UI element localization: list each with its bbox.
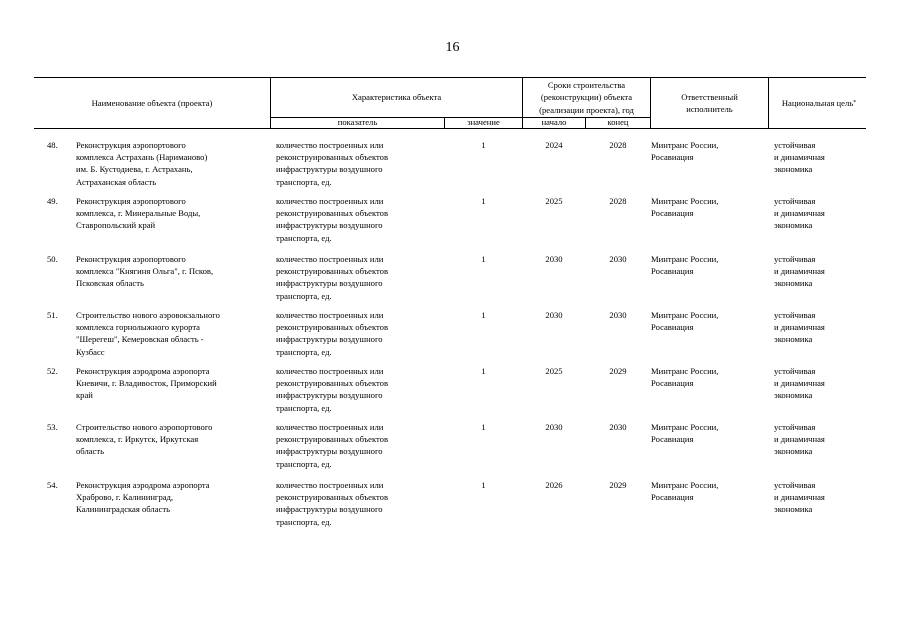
end-year: 2030	[609, 422, 627, 432]
executor: Минтранс России, Росавиация	[651, 196, 719, 219]
row-number: 49.	[47, 196, 58, 206]
start-year: 2024	[545, 140, 563, 150]
end-year: 2028	[609, 196, 627, 206]
indicator: количество построенных или реконструированных объектов инфраструктуры воздушного транспорта, ед.	[276, 196, 389, 243]
row-number: 53.	[47, 422, 58, 432]
header-timeline: Сроки строительства (реконструкции) объекта (реализации проекта), год	[539, 80, 634, 115]
header-indicator: показатель	[337, 117, 378, 128]
row-number: 52.	[47, 366, 58, 376]
object-name: Реконструкция аэропортового комплекса "Княгиня Ольга", г. Псков, Псковская область	[76, 254, 214, 289]
national-goal: устойчивая и динамичная экономика	[774, 480, 825, 515]
object-name: Реконструкция аэродрома аэропорта Храброво, г. Калининград, Калининградская область	[76, 480, 210, 515]
executor: Минтранс России, Росавиация	[651, 310, 719, 333]
start-year: 2025	[545, 196, 563, 206]
indicator: количество построенных или реконструированных объектов инфраструктуры воздушного транспорта, ед.	[276, 254, 389, 301]
executor: Минтранс России, Росавиация	[651, 366, 719, 389]
executor: Минтранс России, Росавиация	[651, 422, 719, 445]
object-name: Строительство нового аэровокзального комплекса горнолыжного курорта "Шерегеш", Кемеровская область - Кузбасс	[76, 310, 220, 357]
executor: Минтранс России, Росавиация	[651, 140, 719, 163]
indicator: количество построенных или реконструированных объектов инфраструктуры воздушного транспорта, ед.	[276, 366, 389, 413]
object-name: Строительство нового аэропортового комплекса, г. Иркутск, Иркутская область	[76, 422, 213, 457]
row-number: 51.	[47, 310, 58, 320]
indicator: количество построенных или реконструированных объектов инфраструктуры воздушного транспорта, ед.	[276, 140, 389, 187]
indicator: количество построенных или реконструированных объектов инфраструктуры воздушного транспорта, ед.	[276, 310, 389, 357]
end-year: 2029	[609, 366, 627, 376]
header-end: конец	[607, 117, 629, 128]
end-year: 2028	[609, 140, 627, 150]
header-goal-label: Национальная цель	[781, 97, 854, 108]
object-name: Реконструкция аэропортового комплекса, г. Минеральные Воды, Ставропольский край	[76, 196, 201, 231]
header-goal: Национальная цель *	[781, 97, 857, 108]
row-number: 50.	[47, 254, 58, 264]
value: 1	[481, 140, 486, 150]
national-goal: устойчивая и динамичная экономика	[774, 140, 825, 175]
start-year: 2030	[545, 254, 563, 264]
national-goal: устойчивая и динамичная экономика	[774, 254, 825, 289]
header-executor: Ответственный исполнитель	[681, 91, 738, 114]
executor: Минтранс России, Росавиация	[651, 480, 719, 503]
row-number: 54.	[47, 480, 58, 490]
value: 1	[481, 480, 486, 490]
value: 1	[481, 310, 486, 320]
indicator: количество построенных или реконструированных объектов инфраструктуры воздушного транспорта, ед.	[276, 480, 389, 527]
end-year: 2029	[609, 480, 627, 490]
national-goal: устойчивая и динамичная экономика	[774, 422, 825, 457]
row-number: 48.	[47, 140, 58, 150]
value: 1	[481, 196, 486, 206]
value: 1	[481, 422, 486, 432]
value: 1	[481, 366, 486, 376]
object-name: Реконструкция аэропортового комплекса Астрахань (Нариманово) им. Б. Кустодиева, г. Астрахань, Астраханская область	[76, 140, 208, 187]
header-characteristics: Характеристика объекта	[351, 92, 442, 103]
executor: Минтранс России, Росавиация	[651, 254, 719, 277]
national-goal: устойчивая и динамичная экономика	[774, 366, 825, 401]
start-year: 2030	[545, 310, 563, 320]
start-year: 2030	[545, 422, 563, 432]
header-value: значение	[467, 117, 500, 128]
header-bottom-border	[34, 128, 866, 129]
end-year: 2030	[609, 254, 627, 264]
national-goal: устойчивая и динамичная экономика	[774, 310, 825, 345]
page-number: 16	[445, 40, 460, 55]
start-year: 2025	[545, 366, 563, 376]
start-year: 2026	[545, 480, 563, 490]
national-goal: устойчивая и динамичная экономика	[774, 196, 825, 231]
value: 1	[481, 254, 486, 264]
header-object-name: Наименование объекта (проекта)	[91, 97, 213, 108]
end-year: 2030	[609, 310, 627, 320]
indicator: количество построенных или реконструированных объектов инфраструктуры воздушного транспорта, ед.	[276, 422, 389, 469]
object-name: Реконструкция аэродрома аэропорта Кневичи, г. Владивосток, Приморский край	[76, 366, 217, 401]
header-start: начало	[541, 117, 567, 128]
